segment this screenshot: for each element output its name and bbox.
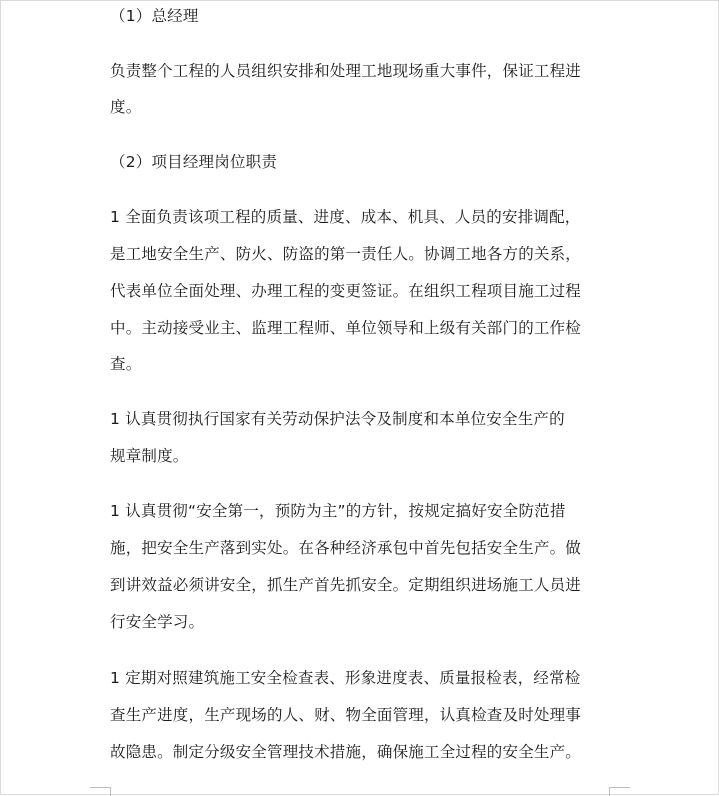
heading-general-manager: （1）总经理 (110, 7, 199, 25)
paragraph-line: 代表单位全面处理、办理工程的变更签证。在组织工程项目施工过程 (110, 282, 582, 300)
paragraph-line: 查。 (110, 355, 142, 373)
paragraph-line: 行安全学习。 (110, 613, 205, 631)
paragraph-line: 度。 (110, 98, 142, 116)
heading-project-manager-duties: （2）项目经理岗位职责 (110, 153, 278, 171)
paragraph-line: 负责整个工程的人员组织安排和处理工地现场重大事件，保证工程进 (110, 62, 582, 80)
paragraph-line: 故隐患。制定分级安全管理技术措施，确保施工全过程的安全生产。 (110, 743, 582, 761)
paragraph-line: 1 认真贯彻执行国家有关劳动保护法令及制度和本单位安全生产的 (110, 410, 565, 428)
paragraph-line: 是工地安全生产、防火、防盗的第一责任人。协调工地各方的关系， (110, 245, 582, 263)
paragraph-line: 1 定期对照建筑施工安全检查表、形象进度表、质量报检表，经常检 (110, 669, 581, 687)
paragraph-line: 规章制度。 (110, 447, 189, 465)
paragraph-line: 查生产进度，生产现场的人、财、物全面管理，认真检查及时处理事 (110, 706, 582, 724)
paragraph-line: 1 认真贯彻“安全第一，预防为主”的方针，按规定搞好安全防范措 (110, 502, 566, 520)
paragraph-line: 到讲效益必须讲安全，抓生产首先抓安全。定期组织进场施工人员进 (110, 576, 582, 594)
paragraph-line: 1 全面负责该项工程的质量、进度、成本、机具、人员的安排调配， (110, 208, 581, 226)
paragraph-line: 施，把安全生产落到实处。在各种经济承包中首先包括安全生产。做 (110, 539, 582, 557)
paragraph-line: 中。主动接受业主、监理工程师、单位领导和上级有关部门的工作检 (110, 319, 582, 337)
